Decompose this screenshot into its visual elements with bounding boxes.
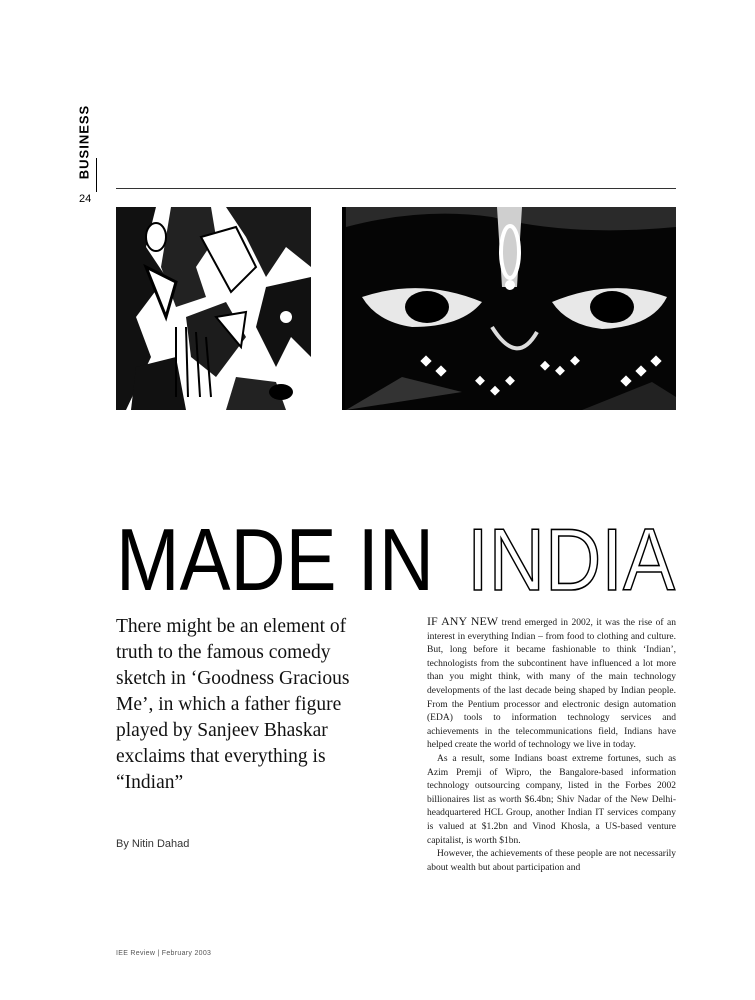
headline-outline: INDIA xyxy=(467,510,676,609)
photo-left xyxy=(116,207,311,410)
paragraph-text: trend emerged in 2002, it was the rise of an interest in everything Indian – from food to clothing and culture. But, long before it became fashionable to think ‘Indian’, technologists from the subcontinent have influenced a lot more than you might think, with many of the main technology developments of the last decade being shaped by Indian people. From the Pentium processor and electronic design automation (EDA) tools to information technology services and achievements in the telecommunications field, Indians have helped create the world of technology we live in today. xyxy=(427,618,676,751)
standfirst: There might be an element of truth to the famous comedy sketch in ‘Goodness Gracious Me’, in which a father figure played by Sanjeev Bhaskar exclaims that everything is “Indian” xyxy=(116,616,350,793)
section-label xyxy=(76,96,92,188)
footer-credit: IEE Review | February 2003 xyxy=(116,950,212,957)
section-label-text: BUSINESS xyxy=(76,104,92,180)
body-column xyxy=(427,615,676,875)
section-divider xyxy=(96,158,97,192)
headline-solid: MADE IN xyxy=(116,510,434,609)
paragraph: As a result, some Indians boast extreme fortunes, such as Azim Premji of Wipro, the Bangalore-based information technology outsourcing company, listed in the Forbes 2002 billionaires list as worth $6.4bn; Shiv Nadar of the New Delhi-headquartered HCL Group, another Indian IT services company is valued at $1.2bn and Vinod Khosla, a US-based venture capitalist, is worth $1bn. xyxy=(427,753,676,846)
photo-right xyxy=(322,207,676,410)
header-rule xyxy=(116,188,676,189)
byline: By Nitin Dahad xyxy=(116,838,190,850)
runin-text: IF ANY NEW xyxy=(427,614,499,628)
page-number: 24 xyxy=(79,193,92,205)
paragraph: However, the achievements of these people are not necessarily about wealth but about participation and xyxy=(427,849,676,873)
paragraph xyxy=(427,615,676,753)
headline xyxy=(0,510,755,610)
